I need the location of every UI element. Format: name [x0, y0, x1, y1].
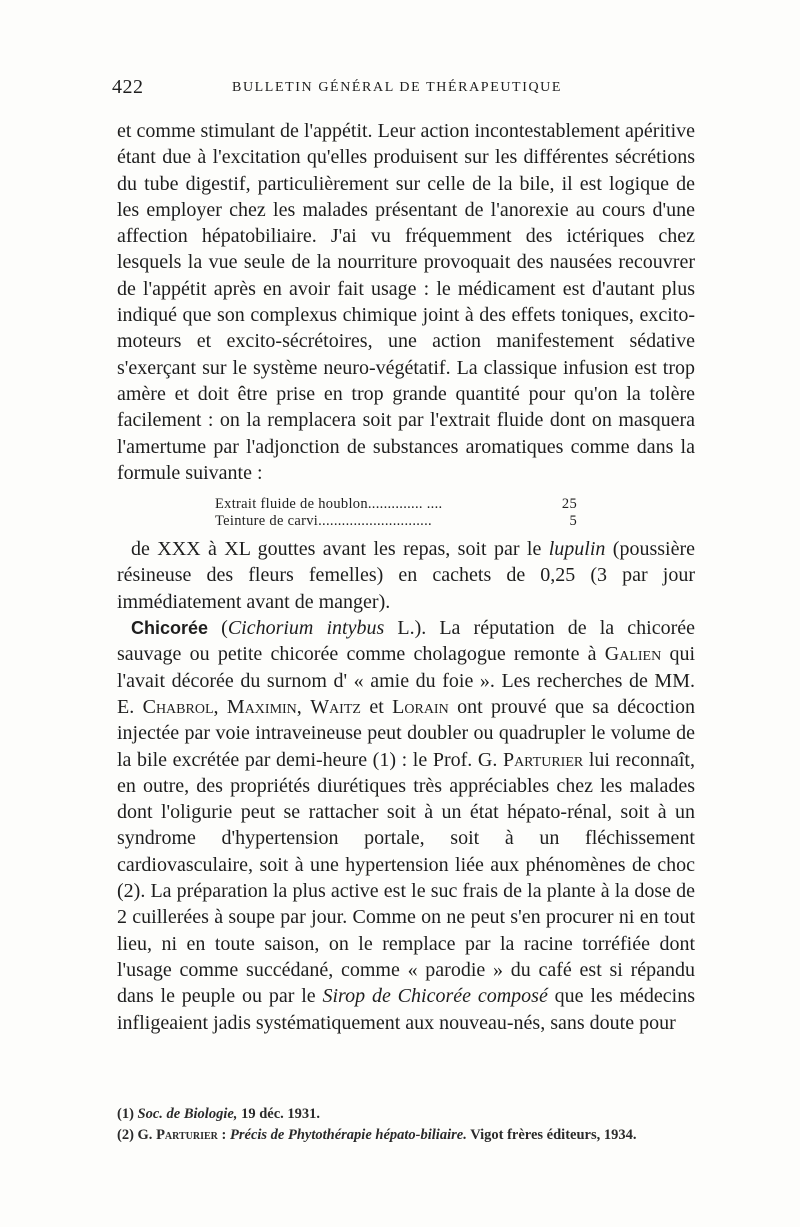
latin-name: Cichorium intybus [227, 617, 385, 640]
dosage-italic-term: lupulin [548, 538, 606, 561]
formula-row [215, 496, 577, 513]
dosage-text: de XXX à XL gouttes avant les repas, soit par le [131, 538, 549, 561]
text-run: lui reconnaît, en outre, des propriétés diurétiques très appréciables chez les malades dont l'oligurie peut se rattacher soit à un état hépato-rénal, soit à un syndrome d'hypertension portale, soit à un fléchissement cardiovasculaire, soit à une hypertension liée aux phénomènes de choc (2). La préparation la plus active est le suc frais de la plante à la dose de 2 cuillerées à soupe par jour. Comme on ne peut s'en procurer ni en tout lieu, ni en toute saison, on le remplace par la racine torréfiée dont l'usage comme succédané, comme « parodie » du café est si répandu dans le peuple ou par le [117, 748, 695, 1008]
formula-ingredient: Teinture de carvi............................. [215, 513, 432, 530]
dosage-paragraph [117, 536, 695, 615]
text-run: et [360, 695, 393, 718]
author-lorain: Lorain [392, 695, 449, 718]
author-waitz: Waitz [310, 695, 361, 718]
text-run: que les médecins infligeaient jadis systématiquement aux nouveau-nés, sans doute pour [117, 985, 696, 1034]
footnote-date: 19 déc. 1931. [237, 1106, 320, 1122]
author-maximin: Maximin [226, 695, 297, 718]
running-title: BULLETIN GÉNÉRAL DE THÉRAPEUTIQUE [232, 80, 563, 95]
footnote-publisher: Vigot frères éditeurs, 1934. [466, 1127, 637, 1143]
author-parturier: Parturier [502, 748, 584, 771]
text-run: , [296, 695, 311, 718]
footnote-2 [117, 1125, 695, 1146]
footnote-title: Précis de Phytothérapie hépato-biliaire. [230, 1127, 467, 1143]
footnote-marker: (1) [117, 1106, 138, 1122]
formula-quantity: 25 [561, 496, 577, 513]
author-galien: Galien [604, 643, 662, 666]
text-run: , [213, 695, 227, 718]
formula [215, 496, 577, 530]
formula-quantity: 5 [569, 513, 577, 530]
chicoree-paragraph [117, 615, 695, 1036]
footnote-separator: : [217, 1127, 231, 1143]
formula-ingredient: Extrait fluide de houblon.............. .... [215, 496, 443, 513]
footnote-marker: (2) G. [117, 1127, 157, 1143]
page-number: 422 [112, 76, 144, 98]
footnote-1 [117, 1104, 695, 1125]
text-run: qui l'avait décorée du surnom d' « amie du foie ». Les recherches de MM. E. [117, 643, 695, 718]
text-run: ont prouvé que sa décoction injectée par voie intraveineuse peut doubler ou quadrupler le volume de la bile excrétée par demi-heure (1) : le Prof. G. [117, 695, 696, 771]
text-run: L.). La réputation de la chicorée sauvage ou petite chicorée comme cholagogue remonte à [117, 617, 695, 666]
section-heading-chicoree: Chicorée [131, 618, 209, 639]
footnote-source: Soc. de Biologie, [137, 1106, 238, 1122]
footnote-author: Parturier [156, 1127, 218, 1143]
footnotes [117, 1104, 695, 1146]
formula-row [215, 513, 577, 530]
author-chabrol: Chabrol [142, 695, 214, 718]
product-name: Sirop de Chicorée composé [322, 985, 548, 1008]
main-text [117, 118, 695, 1036]
paragraph-continued: et comme stimulant de l'appétit. Leur action incontestablement apéritive étant due à l'excitation qu'elles produisent sur les différentes sécrétions du tube digestif, particulièrement sur celle de la bile, il est logique de les employer chez les malades présentant de l'anorexie au cours d'une affection hépatobiliaire. J'ai vu fréquemment des ictériques chez lesquels la vue seule de la nourriture provoquait des nausées recouvrer de l'appétit après en avoir fait usage : le médicament est d'autant plus indiqué que son complexus chimique joint à des effets toniques, excito-moteurs et excito-sécrétoires, une action manifestement sédative s'exerçant sur le système neuro-végétatif. La classique infusion est trop amère et doit être prise en trop grande quantité pour qu'on la tolère facilement : on la remplacera soit par l'extrait fluide dont on masquera l'amertume par l'adjonction de substances aromatiques comme dans la formule suivante : [117, 120, 695, 484]
text-run: ( [208, 617, 228, 640]
dosage-text-end: (poussière résineuse des fleurs femelles) en cachets de 0,25 (3 par jour immédiatement avant de manger). [117, 538, 695, 613]
page-header [112, 76, 687, 100]
